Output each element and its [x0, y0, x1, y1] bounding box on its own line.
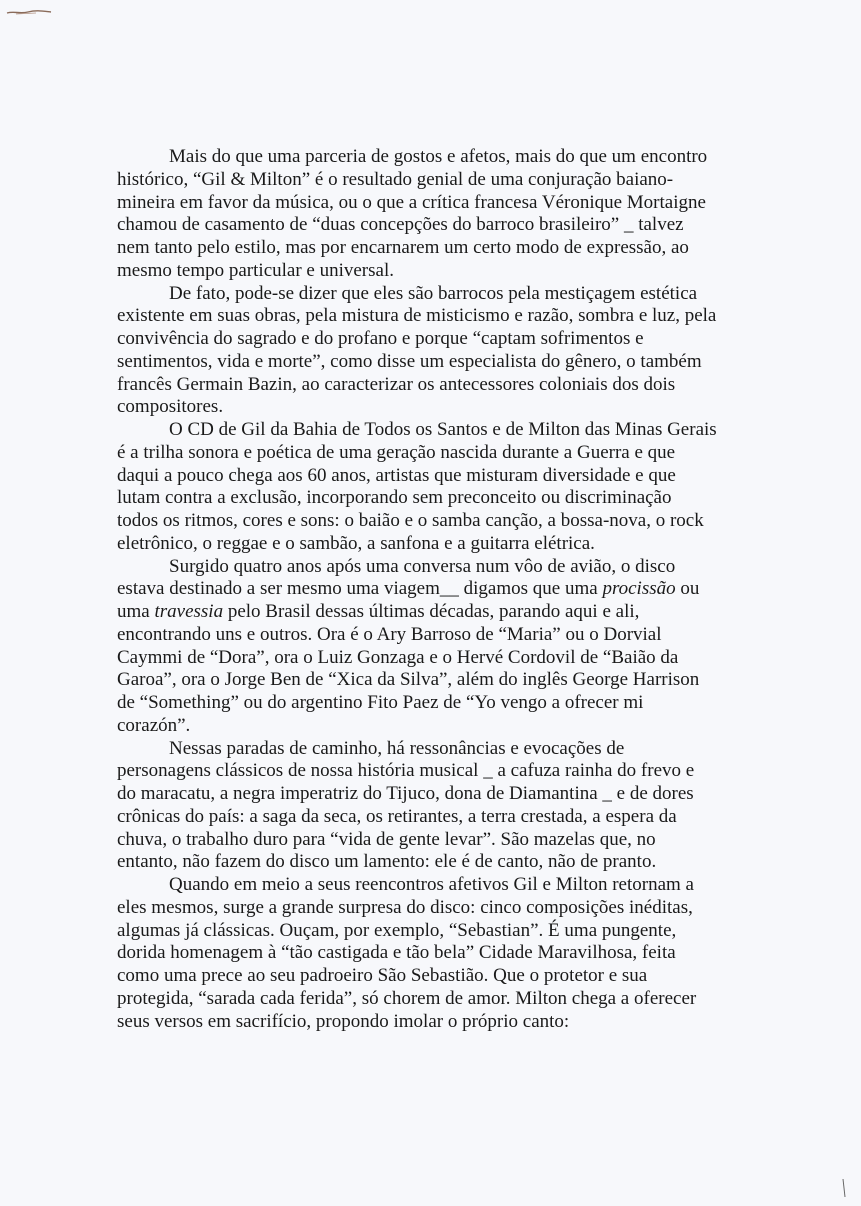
paragraph-4: Surgido quatro anos após uma conversa num vôo de avião, o disco estava destinado a ser mesmo uma viagem__ digamos que uma procissão ou uma travessia pelo Brasil dessas últimas décadas, parando aqui e ali, encontrando uns e outros. Ora é o Ary Barroso de “Maria” ou o Dorvial Caymmi de “Dora”, ora o Luiz Gonzaga e o Hervé Cordovil de “Baião da Garoa”, ora o Jorge Ben de “Xica da Silva”, além do inglês George Harrison de “Something” ou do argentino Fito Paez de “Yo vengo a ofrecer mi corazón”. — [117, 555, 700, 736]
paragraph-3: O CD de Gil da Bahia de Todos os Santos e de Milton das Minas Gerais é a trilha sonora e poética de uma geração nascida durante a Guerra e que daqui a pouco chega aos 60 anos, artistas que misturam diversidade e que lutam contra a exclusão, incorporando sem preconceito ou discriminação todos os ritmos, cores e sons: o baião e o samba canção, a bossa-nova, o rock eletrônico, o reggae e o sambão, a sanfona e a guitarra elétrica. — [117, 419, 717, 554]
paragraph-1: Mais do que uma parceria de gostos e afetos, mais do que um encontro histórico, “Gil & Milton” é o resultado genial de uma conjuração baiano- mineira em favor da música, ou o que a crítica francesa Véronique Mortaigne chamou de casamento de “duas concepções do barroco brasileiro” _ talvez nem tanto pelo estilo, mas por encarnarem um certo modo de expressão, ao mesmo tempo particular e universal. — [117, 146, 708, 281]
paragraph-2: De fato, pode-se dizer que eles são barrocos pela mestiçagem estética existente em suas obras, pela mistura de misticismo e razão, sombra e luz, pela convivência do sagrado e do profano e porque “captam sofrimentos e sentimentos, vida e morte”, como disse um especialista do gênero, o também francês Germain Bazin, ao caracterizar os antecessores coloniais dos dois compositores. — [117, 282, 717, 418]
emphasis: travessia — [154, 601, 224, 622]
emphasis: procissão — [602, 578, 676, 600]
paragraph-6: Quando em meio a seus reencontros afetivos Gil e Milton retornam a eles mesmos, surge a grande surpresa do disco: cinco composições inéditas, algumas já clássicas. Ouçam, por exemplo, “Sebastian”. É uma pungente, dorida homenagem à “tão castigada e tão bela” Cidade Maravilhosa, feita como uma prece ao seu padroeiro São Sebastião. Que o protetor e sua protegida, “sarada cada ferida”, só chorem de amor. Milton chega a oferecer seus versos em sacrifício, propondo imolar o próprio canto: — [117, 874, 697, 1032]
body-text — [117, 146, 747, 1033]
scan-edge-mark — [841, 1178, 847, 1198]
paragraph-5: Nessas paradas de caminho, há ressonâncias e evocações de personagens clássicos de nossa história musical _ a cafuza rainha do frevo e do maracatu, a negra imperatriz do Tijuco, dona de Diamantina _ e de dores crônicas do país: a saga da seca, os retirantes, a terra crestada, a espera da chuva, o trabalho duro para “vida de gente levar”. São mazelas que, no entanto, não fazem do disco um lamento: ele é de canto, não de pranto. — [117, 737, 695, 873]
scan-artifact-mark — [6, 8, 52, 16]
